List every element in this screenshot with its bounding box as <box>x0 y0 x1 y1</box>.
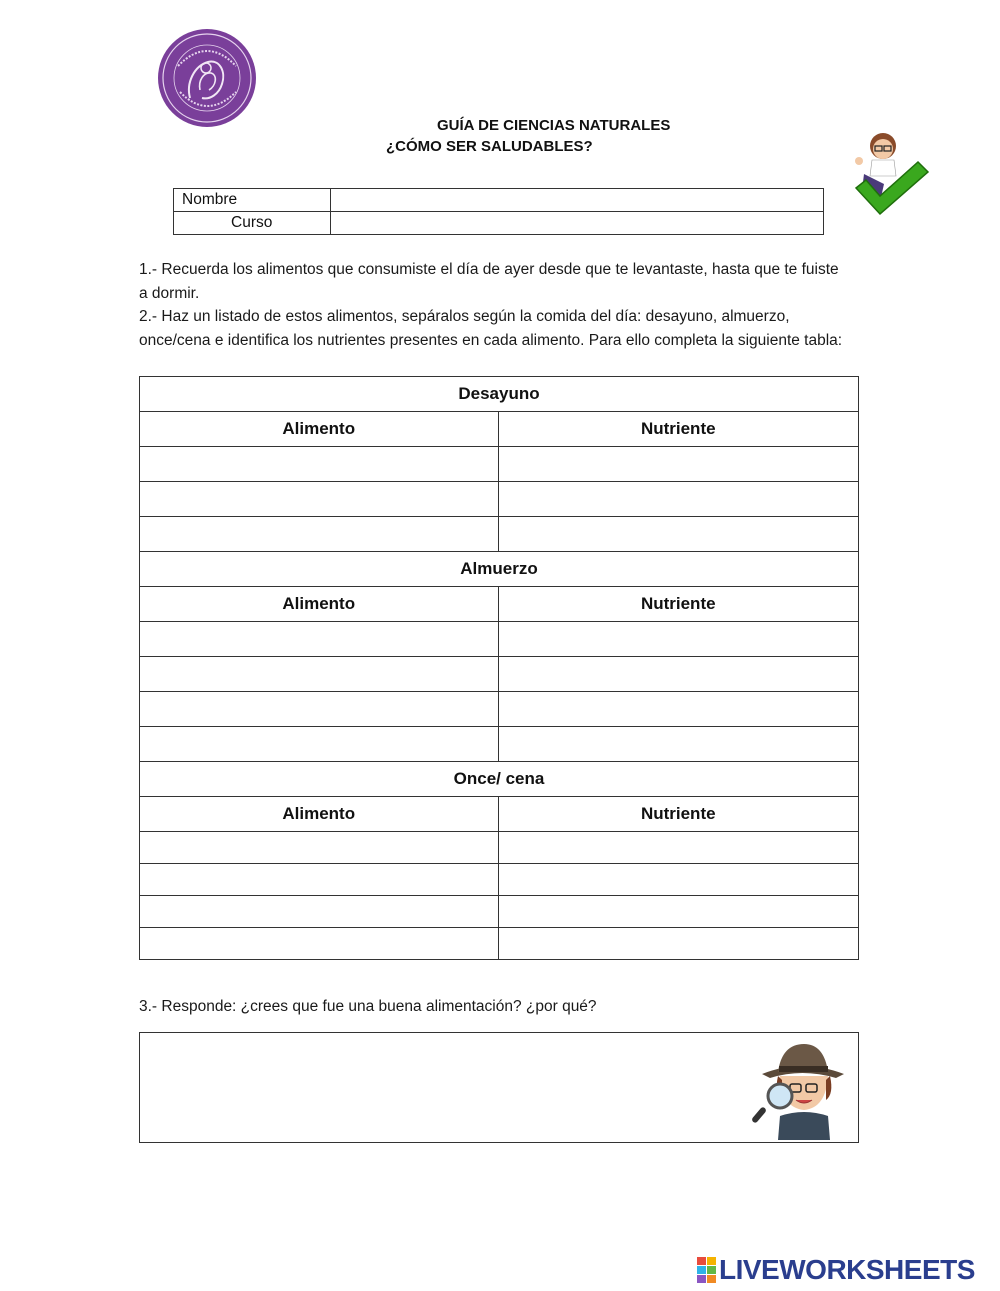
nutrient-input[interactable] <box>499 631 859 648</box>
brand-name: LIVEWORKSHEETS <box>719 1254 975 1285</box>
answer-box <box>139 1032 859 1143</box>
food-input[interactable] <box>140 491 498 508</box>
table-row <box>140 447 859 482</box>
nutrient-cell <box>498 896 859 928</box>
col-header-nutrient: Nutriente <box>498 412 859 447</box>
section-row <box>140 552 859 587</box>
page-title: GUÍA DE CIENCIAS NATURALES <box>437 117 671 134</box>
course-input[interactable] <box>331 212 823 234</box>
food-cell <box>140 692 499 727</box>
food-cell <box>140 657 499 692</box>
nutrient-cell <box>498 622 859 657</box>
nutrient-cell <box>498 517 859 552</box>
nutrient-cell <box>498 657 859 692</box>
table-row <box>140 864 859 896</box>
col-header-food: Alimento <box>140 587 499 622</box>
page-subtitle: ¿CÓMO SER SALUDABLES? <box>386 138 593 155</box>
food-cell <box>140 622 499 657</box>
answer-textarea[interactable] <box>144 1037 748 1141</box>
nutrient-input[interactable] <box>499 736 859 753</box>
nutrient-input[interactable] <box>499 456 859 473</box>
detective-magnifier-avatar <box>752 1036 852 1140</box>
header-row <box>140 587 859 622</box>
table-row <box>140 482 859 517</box>
food-input[interactable] <box>140 736 498 753</box>
section-row <box>140 762 859 797</box>
name-input[interactable] <box>331 189 823 211</box>
nutrient-cell <box>498 482 859 517</box>
section-title-dinner: Once/ cena <box>140 762 859 797</box>
table-row <box>140 517 859 552</box>
meals-table <box>139 376 859 960</box>
question-3: 3.- Responde: ¿crees que fue una buena alimentación? ¿por qué? <box>139 998 597 1015</box>
nutrient-cell <box>498 864 859 896</box>
food-input[interactable] <box>140 872 498 889</box>
nutrient-input[interactable] <box>499 666 859 683</box>
course-label: Curso <box>174 212 331 235</box>
table-row <box>140 832 859 864</box>
header-row <box>140 412 859 447</box>
nutrient-input[interactable] <box>499 872 859 889</box>
school-seal-logo <box>156 28 258 128</box>
col-header-food: Alimento <box>140 797 499 832</box>
student-info-table <box>173 188 824 235</box>
food-cell <box>140 727 499 762</box>
nutrient-input[interactable] <box>499 904 859 921</box>
table-row <box>140 622 859 657</box>
food-cell <box>140 447 499 482</box>
col-header-food: Alimento <box>140 412 499 447</box>
nutrient-input[interactable] <box>499 526 859 543</box>
question-2: 2.- Haz un listado de estos alimentos, sepáralos según la comida del día: desayuno, almuerzo, once/cena e identifica los nutrientes presentes en cada alimento. Para ello completa la siguiente tabla: <box>139 308 843 349</box>
course-field-cell <box>331 212 824 235</box>
food-cell <box>140 517 499 552</box>
name-row <box>174 189 824 212</box>
table-row <box>140 928 859 960</box>
food-input[interactable] <box>140 701 498 718</box>
food-input[interactable] <box>140 526 498 543</box>
header-row <box>140 797 859 832</box>
food-cell <box>140 482 499 517</box>
nutrient-cell <box>498 447 859 482</box>
nutrient-input[interactable] <box>499 936 859 953</box>
col-header-nutrient: Nutriente <box>498 797 859 832</box>
live-badge-icon <box>697 1257 716 1283</box>
course-row <box>174 212 824 235</box>
section-title-breakfast: Desayuno <box>140 377 859 412</box>
food-cell <box>140 864 499 896</box>
green-checkmark-icon <box>852 158 930 216</box>
nutrient-input[interactable] <box>499 491 859 508</box>
table-row <box>140 896 859 928</box>
question-1: 1.- Recuerda los alimentos que consumiste el día de ayer desde que te levantaste, hasta que te fuiste a dormir. <box>139 261 839 302</box>
section-row <box>140 377 859 412</box>
nutrient-input[interactable] <box>499 840 859 857</box>
food-input[interactable] <box>140 840 498 857</box>
table-row <box>140 692 859 727</box>
liveworksheets-logo <box>697 1254 975 1286</box>
col-header-nutrient: Nutriente <box>498 587 859 622</box>
nutrient-cell <box>498 832 859 864</box>
food-input[interactable] <box>140 936 498 953</box>
section-title-lunch: Almuerzo <box>140 552 859 587</box>
nutrient-input[interactable] <box>499 701 859 718</box>
food-input[interactable] <box>140 456 498 473</box>
nutrient-cell <box>498 692 859 727</box>
food-input[interactable] <box>140 904 498 921</box>
table-row <box>140 657 859 692</box>
nutrient-cell <box>498 727 859 762</box>
food-cell <box>140 832 499 864</box>
food-input[interactable] <box>140 666 498 683</box>
name-field-cell <box>331 189 824 212</box>
nutrient-cell <box>498 928 859 960</box>
food-cell <box>140 896 499 928</box>
name-label: Nombre <box>174 189 331 212</box>
table-row <box>140 727 859 762</box>
food-input[interactable] <box>140 631 498 648</box>
food-cell <box>140 928 499 960</box>
